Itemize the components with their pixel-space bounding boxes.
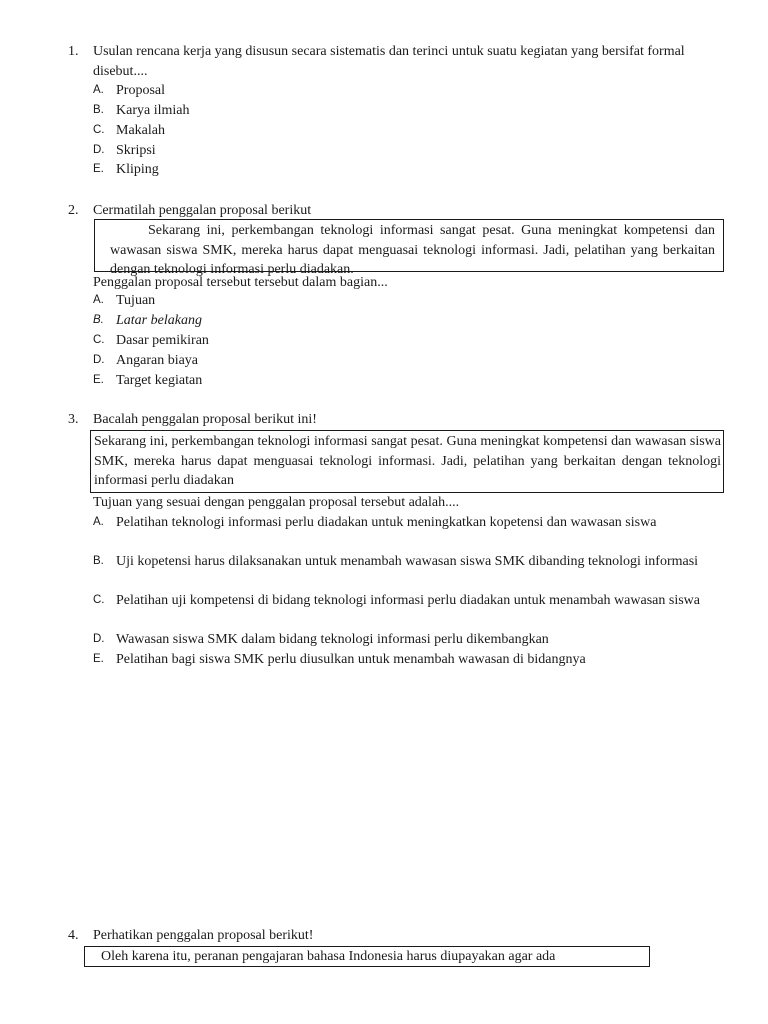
option-text: Angaran biaya bbox=[116, 353, 199, 368]
option-e[interactable] bbox=[93, 650, 723, 670]
option-b[interactable] bbox=[93, 101, 723, 121]
question-number: 2. bbox=[68, 203, 79, 218]
option-text: Skripsi bbox=[116, 143, 156, 158]
option-letter: A. bbox=[93, 84, 104, 96]
option-letter: E. bbox=[93, 374, 104, 386]
excerpt-text: Sekarang ini, perkembangan teknologi informasi sangat pesat. Guna meningkat kompetensi dan wawasan siswa SMK, mereka harus dapat menguasai teknologi informasi. Jadi, pelatihan yang berkaitan dengan teknologi informasi perlu diadakan. bbox=[110, 223, 715, 278]
option-text: Latar belakang bbox=[116, 313, 202, 328]
option-a[interactable] bbox=[93, 81, 723, 101]
option-d[interactable] bbox=[93, 351, 723, 371]
excerpt-box bbox=[94, 219, 724, 278]
option-letter: D. bbox=[93, 144, 105, 156]
option-text: Pelatihan teknologi informasi perlu diadakan untuk meningkatkan kopetensi dan wawasan siswa bbox=[116, 515, 657, 530]
option-b[interactable] bbox=[93, 311, 723, 331]
option-text: Dasar pemikiran bbox=[116, 333, 209, 348]
option-b[interactable] bbox=[93, 552, 723, 572]
option-text: Proposal bbox=[116, 83, 165, 98]
question-number: 1. bbox=[68, 44, 79, 59]
option-letter: B. bbox=[93, 314, 104, 326]
excerpt-text: Sekarang ini, perkembangan teknologi informasi sangat pesat. Guna meningkat kompetensi dan wawasan siswa SMK, mereka harus dapat menguasai teknologi informasi. Jadi, pelatihan yang berkaitan dengan teknologi informasi perlu diadakan bbox=[94, 434, 721, 489]
option-text: Karya ilmiah bbox=[116, 103, 190, 118]
option-letter: E. bbox=[93, 653, 104, 665]
question-text: Perhatikan penggalan proposal berikut! bbox=[93, 928, 314, 943]
option-letter: C. bbox=[93, 594, 105, 606]
option-letter: B. bbox=[93, 104, 104, 116]
question-prompt: Penggalan proposal tersebut tersebut dalam bagian... bbox=[93, 275, 388, 290]
option-letter: C. bbox=[93, 124, 105, 136]
option-text: Uji kopetensi harus dilaksanakan untuk menambah wawasan siswa SMK dibanding teknologi informasi bbox=[116, 554, 699, 569]
option-letter: C. bbox=[93, 334, 105, 346]
option-letter: A. bbox=[93, 516, 104, 528]
option-text: Tujuan bbox=[116, 293, 156, 308]
question-text: Bacalah penggalan proposal berikut ini! bbox=[93, 412, 317, 427]
option-text: Kliping bbox=[116, 162, 159, 177]
option-text: Wawasan siswa SMK dalam bidang teknologi informasi perlu dikembangkan bbox=[116, 632, 549, 647]
option-letter: D. bbox=[93, 633, 105, 645]
option-letter: D. bbox=[93, 354, 105, 366]
option-a[interactable] bbox=[93, 513, 723, 533]
question-text: Usulan rencana kerja yang disusun secara sistematis dan terinci untuk suatu kegiatan yang bersifat formal disebut.... bbox=[93, 44, 685, 79]
question-number: 3. bbox=[68, 412, 79, 427]
option-letter: A. bbox=[93, 294, 104, 306]
option-letter: E. bbox=[93, 163, 104, 175]
option-letter: B. bbox=[93, 555, 104, 567]
option-text: Makalah bbox=[116, 123, 165, 138]
option-text: Target kegiatan bbox=[116, 373, 203, 388]
option-text: Pelatihan uji kompetensi di bidang teknologi informasi perlu diadakan untuk menambah wawasan siswa bbox=[116, 593, 700, 608]
excerpt-box bbox=[84, 946, 650, 967]
option-e[interactable] bbox=[93, 160, 723, 180]
excerpt-box bbox=[90, 430, 724, 493]
option-c[interactable] bbox=[93, 331, 723, 351]
option-text: Pelatihan bagi siswa SMK perlu diusulkan untuk menambah wawasan di bidangnya bbox=[116, 652, 586, 667]
question-number: 4. bbox=[68, 928, 79, 943]
option-c[interactable] bbox=[93, 591, 723, 611]
option-d[interactable] bbox=[93, 141, 723, 161]
question-prompt: Tujuan yang sesuai dengan penggalan proposal tersebut adalah.... bbox=[93, 495, 460, 510]
excerpt-text: Oleh karena itu, peranan pengajaran bahasa Indonesia harus diupayakan agar ada bbox=[101, 949, 556, 964]
question-text: Cermatilah penggalan proposal berikut bbox=[93, 203, 312, 218]
option-a[interactable] bbox=[93, 291, 723, 311]
option-c[interactable] bbox=[93, 121, 723, 141]
option-d[interactable] bbox=[93, 630, 723, 650]
option-e[interactable] bbox=[93, 371, 723, 391]
